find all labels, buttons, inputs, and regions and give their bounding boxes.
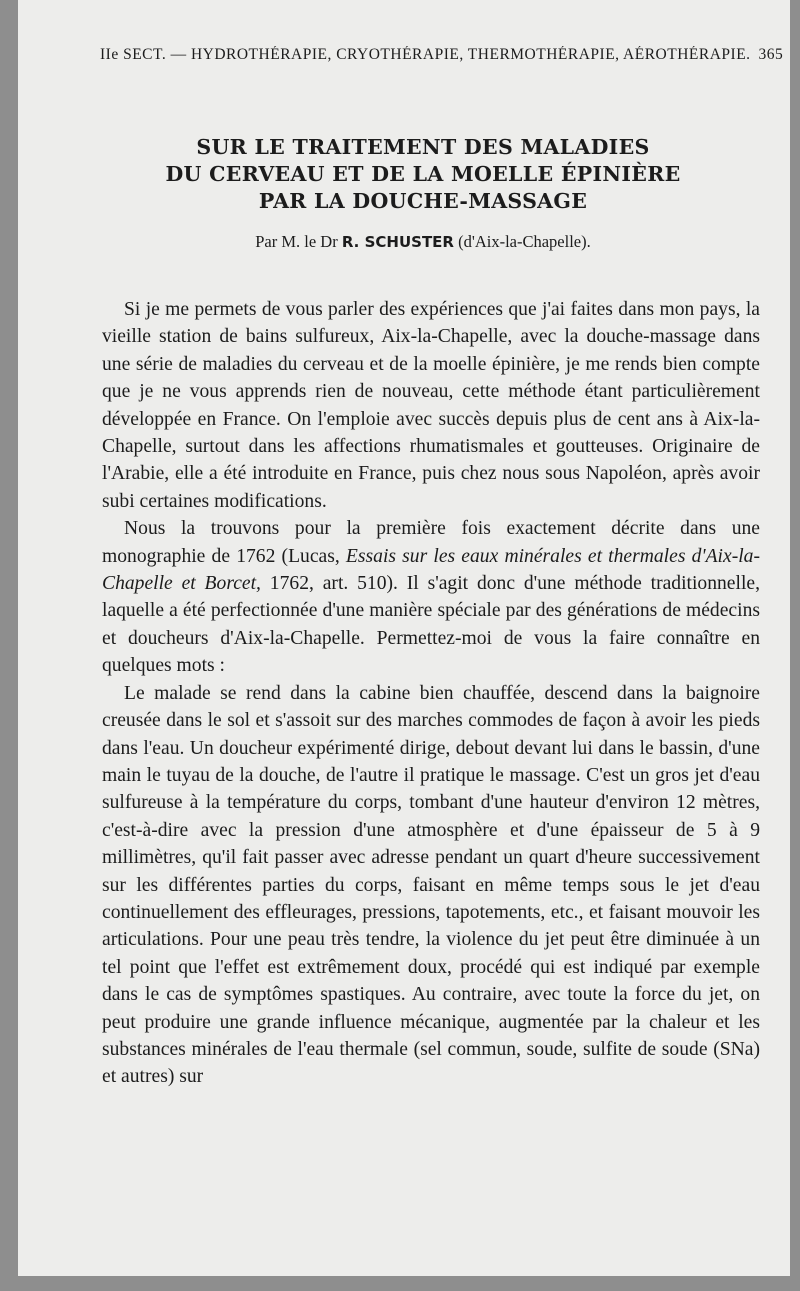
title-line-1: SUR LE TRAITEMENT DES MALADIES xyxy=(196,135,650,159)
author-line xyxy=(118,232,728,252)
paragraph-1: Si je me permets de vous parler des expériences que j'ai faites dans mon pays, la vieille station de bains sulfureux, Aix-la-Chapelle, avec la douche-massage dans une série de maladies du cerveau et de la moelle épinière, je me rends bien compte que je ne vous apprends rien de nouveau, cette méthode étant particulièrement développée en France. On l'emploie avec succès depuis plus de cent ans à Aix-la-Chapelle, surtout dans les affections rhumatismales et goutteuses. Originaire de l'Arabie, elle a été introduite en France, puis chez nous sous Napoléon, après avoir subi certaines modifications. xyxy=(102,299,760,512)
author-affiliation: (d'Aix-la-Chapelle). xyxy=(458,232,591,251)
page-number: 365 xyxy=(758,46,784,63)
paragraph-3: Le malade se rend dans la cabine bien chauffée, descend dans la baignoire creusée dans le sol et s'assoit sur des marches commodes de façon à avoir les pieds dans l'eau. Un doucheur expérimenté dirige, debout devant lui dans le bassin, d'une main le tuyau de la douche, de l'autre il pratique le massage. C'est un gros jet d'eau sulfureuse à la température du corps, tombant d'une hauteur d'environ 12 mètres, c'est-à-dire avec la pression d'une atmosphère et d'une épaisseur de 5 à 9 millimètres, qu'il fait passer avec adresse pendant un quart d'heure successivement sur les différentes parties du corps, faisant en même temps sous le jet d'eau continuellement des effleurages, pressions, tapotements, etc., et faisant mouvoir les articulations. Pour une peau très tendre, la violence du jet peut être diminuée à un tel point que l'effet est extrêmement doux, procédé qui est indiqué par exemple dans le cas de symptômes spastiques. Au contraire, avec toute la force du jet, on peut produire une grande influence mécanique, augmentée par la chaleur et les substances minérales de l'eau thermale (sel commun, soude, sulfite de soude (SNa) et autres) sur xyxy=(102,682,760,1088)
running-header xyxy=(100,46,790,64)
paragraph-2 xyxy=(102,515,760,679)
citation-title: Essais sur les eaux minérales et thermales d'Aix-la-Chapelle et Borcet, xyxy=(102,545,760,595)
running-title: IIe SECT. — HYDROTHÉRAPIE, CRYOTHÉRAPIE, THERMOTHÉRAPIE, AÉROTHÉRAPIE. xyxy=(100,46,751,63)
article-body xyxy=(102,296,760,1091)
book-page xyxy=(18,0,790,1276)
author-name: R. SCHUSTER xyxy=(341,233,454,251)
author-prefix: Par M. le Dr xyxy=(255,232,338,251)
title-line-2: DU CERVEAU ET DE LA MOELLE ÉPINIÈRE xyxy=(165,162,681,186)
paragraph-2-text-a: Nous la trouvons pour la première fois exactement décrite dans une monographie de 1762 (Lucas, xyxy=(102,518,760,567)
title-line-3: PAR LA DOUCHE-MASSAGE xyxy=(258,189,588,213)
article-title xyxy=(118,134,728,215)
paragraph-2-text-b: 1762, art. 510). Il s'agit donc d'une méthode traditionnelle, laquelle a été perfectionnée d'une manière spéciale par des générations de médecins et doucheurs d'Aix-la-Chapelle. Permettez-moi de vous la faire connaître en quelques mots : xyxy=(102,573,760,677)
